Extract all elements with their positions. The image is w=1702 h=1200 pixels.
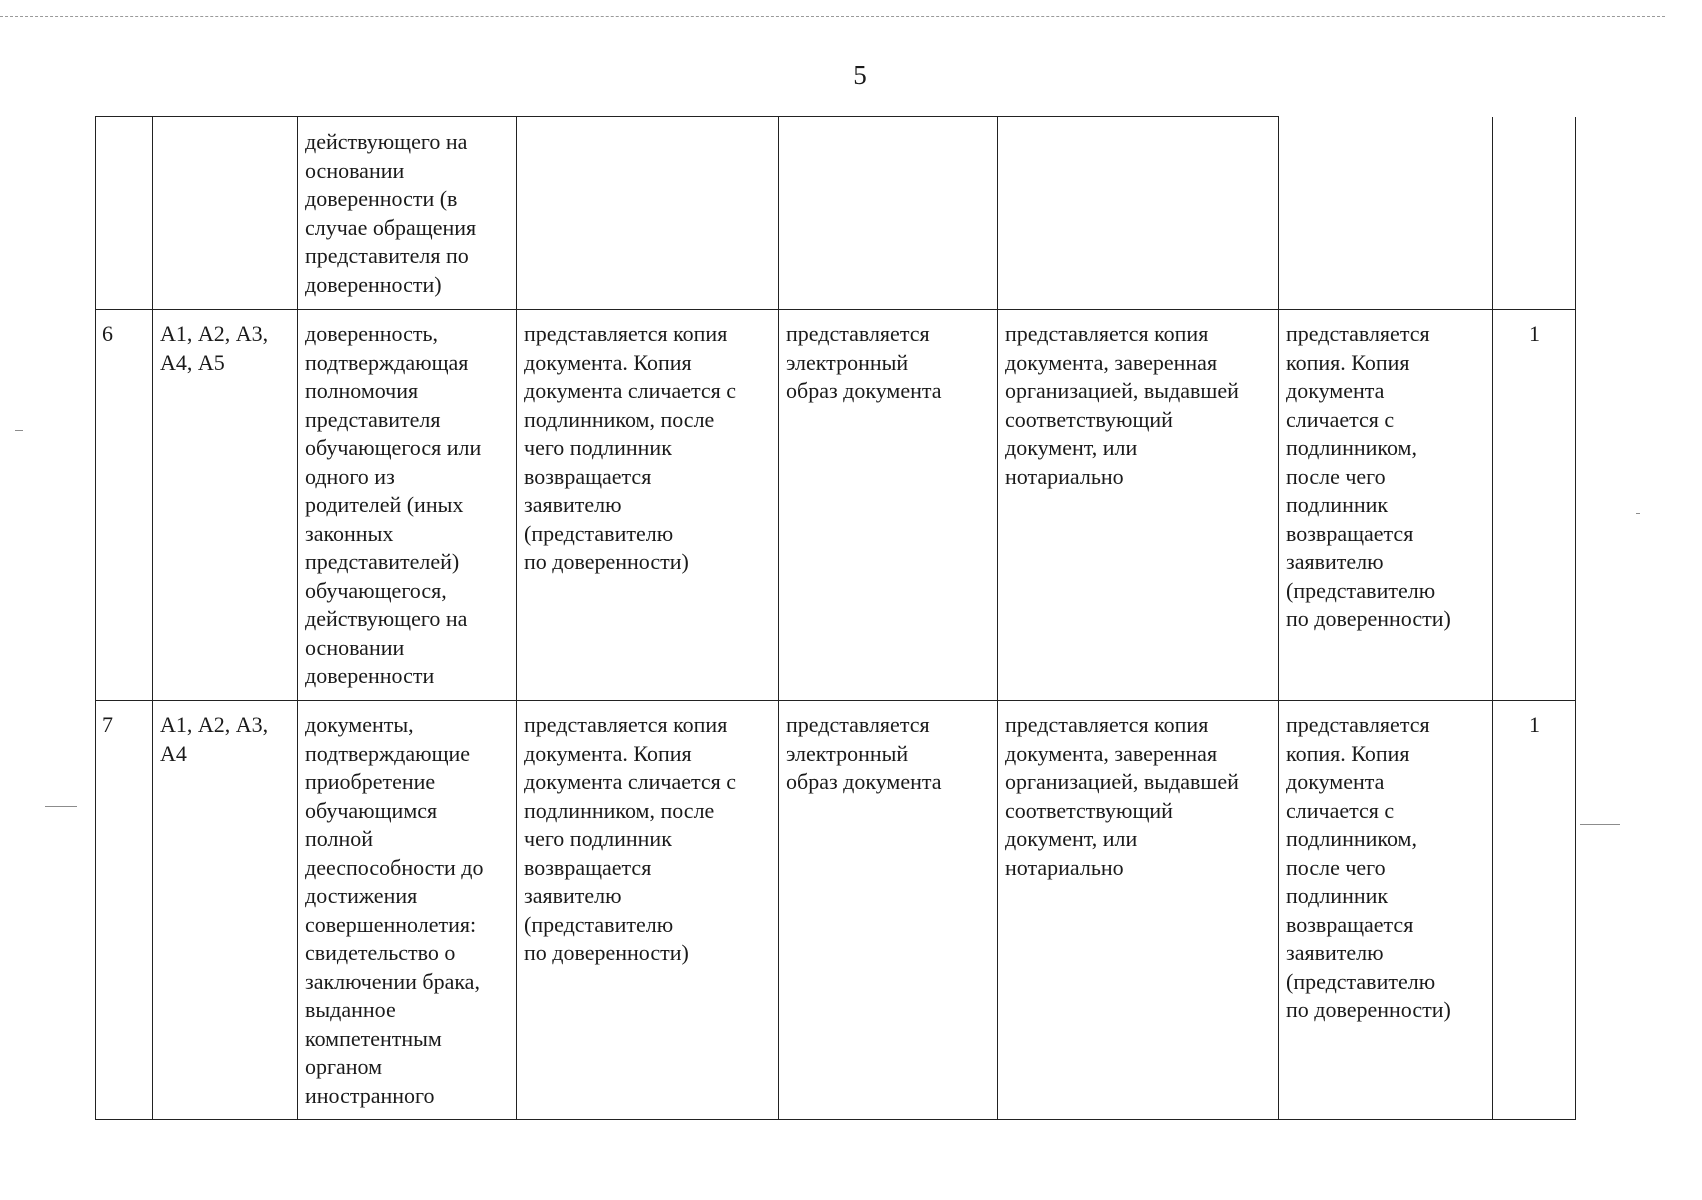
scan-speck [1580,824,1620,825]
applicant-codes-cell: А1, А2, А3, А4, А5 [153,310,298,701]
in-person-submission-cell [517,117,779,310]
scan-speck [15,430,23,431]
mfc-submission-cell [1279,117,1493,310]
document-count-cell [1493,117,1576,310]
table-row [96,701,1576,1120]
document-name-cell: документы, подтверждающие приобретение обучающимся полной дееспособности до достижения совершеннолетия: свидетельство о заключении брака, выданное компетентным органом иностранного [298,701,517,1120]
row-number-cell: 6 [96,310,153,701]
page-number: 5 [853,60,867,90]
in-person-submission-cell: представляется копия документа. Копия документа сличается с подлинником, после чего подлинник возвращается заявителю (представителю по доверенности) [517,701,779,1120]
postal-submission-cell: представляется копия документа, заверенная организацией, выдавшей соответствующий документ, или нотариально [998,310,1279,701]
scan-speck [1636,513,1640,514]
scan-artifact-line [0,16,1665,17]
applicant-codes-cell: А1, А2, А3, А4 [153,701,298,1120]
mfc-submission-cell: представляется копия. Копия документа сличается с подлинником, после чего подлинник возвращается заявителю (представителю по доверенности) [1279,701,1493,1120]
document-count-cell: 1 [1493,701,1576,1120]
table-row [96,310,1576,701]
applicant-codes-cell [153,117,298,310]
table-row [96,117,1576,310]
postal-submission-cell [998,117,1279,310]
mfc-submission-cell: представляется копия. Копия документа сличается с подлинником, после чего подлинник возвращается заявителю (представителю по доверенности) [1279,310,1493,701]
row-number-cell [96,117,153,310]
row-number-cell: 7 [96,701,153,1120]
in-person-submission-cell: представляется копия документа. Копия документа сличается с подлинником, после чего подлинник возвращается заявителю (представителю по доверенности) [517,310,779,701]
document-name-cell: доверенность, подтверждающая полномочия представителя обучающегося или одного из родителей (иных законных представителей) обучающегося, действующего на основании доверенности [298,310,517,701]
electronic-submission-cell [779,117,998,310]
scan-speck [45,806,77,807]
documents-table [95,116,1576,1120]
electronic-submission-cell: представляется электронный образ документа [779,310,998,701]
document-name-cell: действующего на основании доверенности (в случае обращения представителя по доверенности) [298,117,517,310]
postal-submission-cell: представляется копия документа, заверенная организацией, выдавшей соответствующий документ, или нотариально [998,701,1279,1120]
electronic-submission-cell: представляется электронный образ документа [779,701,998,1120]
document-count-cell: 1 [1493,310,1576,701]
